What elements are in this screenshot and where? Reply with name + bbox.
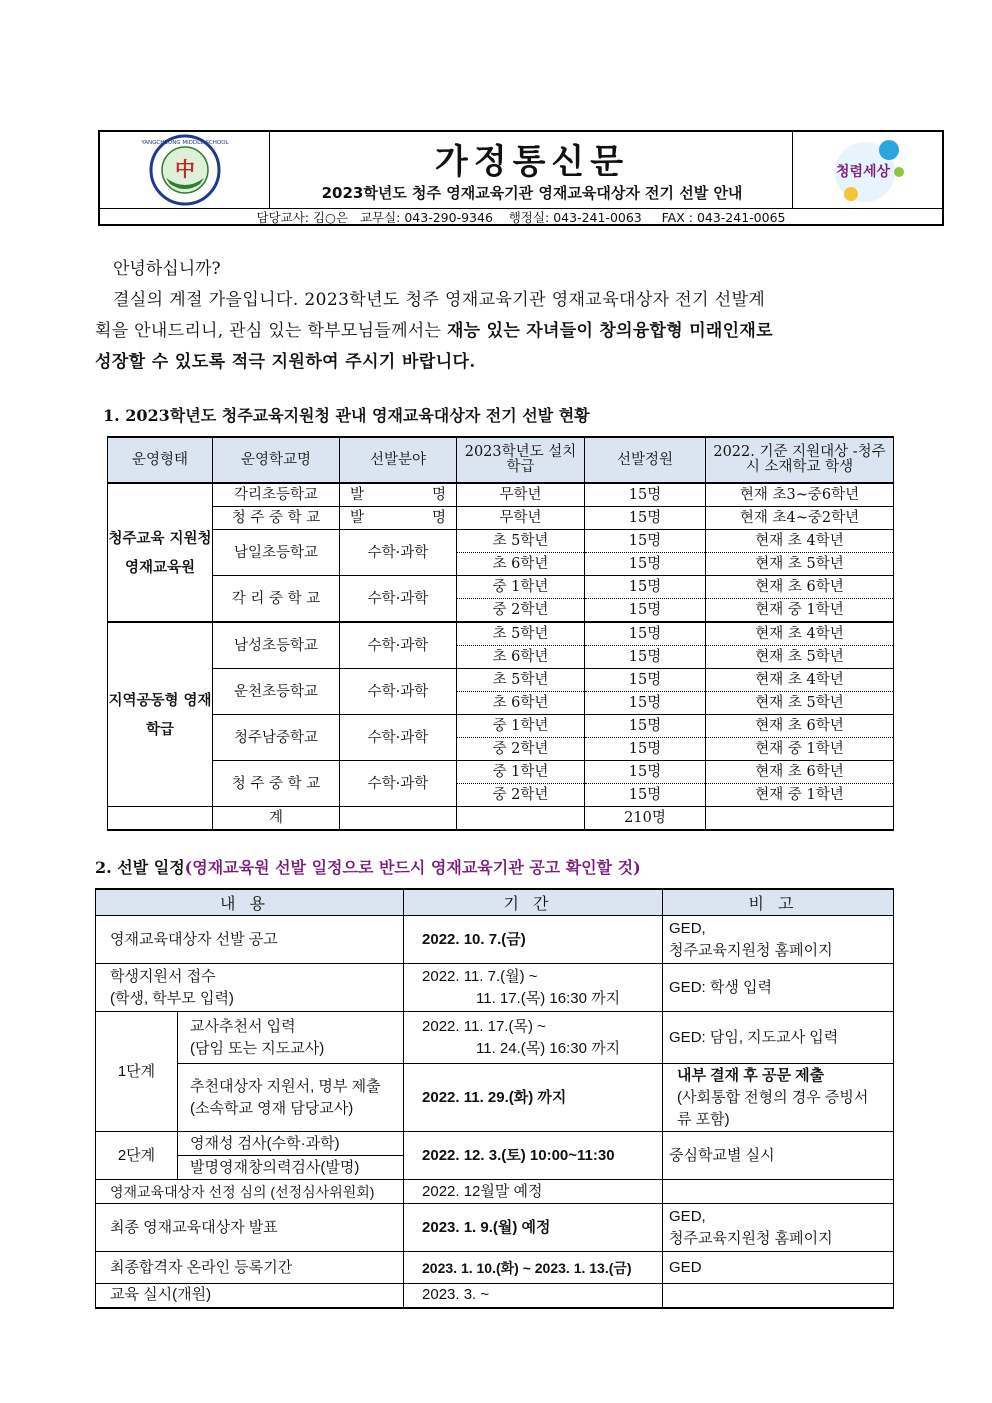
- target-cell: 현재 초 5학년: [706, 646, 894, 669]
- table-row: [108, 622, 894, 646]
- col-content: 내용: [96, 889, 404, 916]
- col-period: 기간: [404, 889, 663, 916]
- note-cell: 중심학교별 실시: [663, 1132, 894, 1180]
- period-cell: 2022. 12. 3.(토) 10:00~11:30: [404, 1132, 663, 1180]
- table-row: [96, 1252, 894, 1284]
- school-cell: 청주남중학교: [213, 715, 340, 761]
- col-operation-type: 운영형태: [108, 437, 213, 483]
- target-cell: 현재 중 1학년: [706, 738, 894, 761]
- grade-cell: 중 1학년: [457, 761, 585, 784]
- intro-line-2-plain: 획을 안내드리니, 관심 있는 학부모님들께서는: [95, 321, 447, 341]
- note-cell: GED: [663, 1252, 894, 1284]
- table-row: [108, 669, 894, 692]
- field-cell: 수학·과학: [340, 715, 457, 761]
- note-cell: [663, 1284, 894, 1308]
- content-line: (소속학교 영재 담당교사): [190, 1099, 354, 1117]
- table-row: [96, 964, 894, 1012]
- grade-cell: 초 5학년: [457, 622, 585, 646]
- note-line: 청주교육지원청 홈페이지: [669, 1229, 833, 1247]
- table-row: [96, 1204, 894, 1252]
- school-cell: 청 주 중 학 교: [213, 507, 340, 530]
- integrity-logo: [792, 132, 942, 208]
- target-cell: 현재 초 4학년: [706, 669, 894, 692]
- table-row: [96, 1284, 894, 1308]
- quota-cell: 15명: [585, 646, 706, 669]
- target-cell: 현재 초 6학년: [706, 576, 894, 599]
- empty-cell: [340, 807, 457, 831]
- target-cell: 현재 초4~중2학년: [706, 507, 894, 530]
- col-quota: 선발정원: [585, 437, 706, 483]
- quota-cell: 15명: [585, 692, 706, 715]
- table-row: [96, 1064, 894, 1132]
- intro-line-3: 성장할 수 있도록 적극 지원하여 주시기 바랍니다.: [95, 352, 476, 372]
- quota-cell: 15명: [585, 761, 706, 784]
- table-row: [108, 715, 894, 738]
- field-cell: 수학·과학: [340, 761, 457, 807]
- content-line: (학생, 학부모 입력): [110, 989, 234, 1007]
- target-cell: 현재 초 5학년: [706, 692, 894, 715]
- content-cell: [96, 964, 404, 1012]
- period-cell: 2022. 10. 7.(금): [404, 916, 663, 964]
- note-cell: [663, 1180, 894, 1204]
- table-row: [108, 576, 894, 599]
- note-line: GED,: [669, 919, 706, 937]
- content-cell: 영재성 검사(수학·과학): [178, 1132, 404, 1156]
- period-cell: 2022. 12월말 예정: [404, 1180, 663, 1204]
- col-note: 비고: [663, 889, 894, 916]
- school-cell: 각 리 중 학 교: [213, 576, 340, 623]
- quota-cell: 15명: [585, 669, 706, 692]
- empty-cell: [108, 807, 213, 831]
- content-cell: 최종합격자 온라인 등록기간: [96, 1252, 404, 1284]
- quota-cell: 15명: [585, 784, 706, 807]
- school-cell: 남일초등학교: [213, 530, 340, 576]
- period-cell: 2023. 1. 10.(화) ~ 2023. 1. 13.(금): [404, 1252, 663, 1284]
- table-row: [96, 1012, 894, 1064]
- col-field: 선발분야: [340, 437, 457, 483]
- quota-cell: 15명: [585, 530, 706, 553]
- section2-heading: [95, 855, 641, 878]
- table-row: [108, 483, 894, 507]
- target-cell: 현재 초 6학년: [706, 715, 894, 738]
- school-cell: 각리초등학교: [213, 483, 340, 507]
- intro-line-1: 결실의 계절 가을입니다. 2023학년도 청주 영재교육기관 영재교육대상자 전기 선발계: [113, 290, 766, 310]
- table-row: [108, 507, 894, 530]
- integrity-logo-text: 청렴세상: [835, 164, 891, 180]
- content-cell: 최종 영재교육대상자 발표: [96, 1204, 404, 1252]
- content-cell: 영재교육대상자 선발 공고: [96, 916, 404, 964]
- grade-cell: 중 2학년: [457, 738, 585, 761]
- total-value: 210명: [585, 807, 706, 831]
- period-cell: 2023. 3. ~: [404, 1284, 663, 1308]
- logo-char: 中: [175, 157, 195, 181]
- greeting: 안녕하십니까?: [113, 259, 221, 279]
- period-cell: [404, 1012, 663, 1064]
- stage-cell: 1단계: [96, 1012, 178, 1132]
- grade-cell: 중 2학년: [457, 784, 585, 807]
- grade-cell: 중 2학년: [457, 599, 585, 623]
- target-cell: 현재 초 4학년: [706, 530, 894, 553]
- period-cell: [404, 964, 663, 1012]
- content-cell: 영재교육대상자 선정 심의 (선정심사위원회): [96, 1180, 404, 1204]
- grade-cell: 초 6학년: [457, 692, 585, 715]
- intro-line-2: [95, 316, 900, 341]
- content-cell: [178, 1012, 404, 1064]
- note-line: 청주교육지원청 홈페이지: [669, 941, 833, 959]
- target-cell: 현재 중 1학년: [706, 599, 894, 623]
- content-line: 학생지원서 접수: [110, 967, 216, 985]
- field-cell: 수학·과학: [340, 622, 457, 669]
- grade-cell: 초 6학년: [457, 553, 585, 576]
- field-cell: 발 명: [340, 483, 457, 507]
- note-cell: [663, 916, 894, 964]
- period-line: 2022. 11. 7.(월) ~: [422, 967, 538, 985]
- selection-status-table: [107, 436, 894, 831]
- intro-line-2-bold: 재능 있는 자녀들이 창의융합형 미래인재로: [446, 321, 773, 341]
- period-line: 11. 24.(목) 16:30 까지: [476, 1039, 621, 1057]
- col-target: 2022. 기준 지원대상 -청주시 소재학교 학생: [706, 437, 894, 483]
- section1-heading: 1. 2023학년도 청주교육지원청 관내 영재교육대상자 전기 선발 현황: [103, 406, 590, 425]
- table-row: [96, 1132, 894, 1156]
- quota-cell: 15명: [585, 507, 706, 530]
- grade-cell: 초 5학년: [457, 669, 585, 692]
- quota-cell: 15명: [585, 622, 706, 646]
- field-cell: 수학·과학: [340, 530, 457, 576]
- period-cell: 2023. 1. 9.(월) 예정: [404, 1204, 663, 1252]
- col-class: 2023학년도 설치학급: [457, 437, 585, 483]
- school-cell: 청 주 중 학 교: [213, 761, 340, 807]
- quota-cell: 15명: [585, 738, 706, 761]
- page-subtitle: 2023학년도 청주 영재교육기관 영재교육대상자 전기 선발 안내: [321, 184, 743, 202]
- note-cell: GED: 담임, 지도교사 입력: [663, 1012, 894, 1064]
- content-cell: 발명영재창의력검사(발명): [178, 1156, 404, 1180]
- empty-cell: [706, 807, 894, 831]
- note-line: 류 포함): [677, 1110, 730, 1128]
- target-cell: 현재 초 6학년: [706, 761, 894, 784]
- section2-heading-note: (영재교육원 선발 일정으로 반드시 영재교육기관 공고 확인할 것): [184, 858, 641, 877]
- note-line: (사회통합 전형의 경우 증빙서: [677, 1088, 869, 1106]
- content-line: (담임 또는 지도교사): [190, 1039, 325, 1057]
- table-row: [108, 530, 894, 553]
- grade-cell: 무학년: [457, 483, 585, 507]
- school-logo: [100, 132, 270, 208]
- field-cell: 발 명: [340, 507, 457, 530]
- quota-cell: 15명: [585, 715, 706, 738]
- period-cell: 2022. 11. 29.(화) 까지: [404, 1064, 663, 1132]
- grade-cell: 초 6학년: [457, 646, 585, 669]
- field-cell: 수학·과학: [340, 576, 457, 623]
- col-school-name: 운영학교명: [213, 437, 340, 483]
- schedule-table: [95, 888, 894, 1309]
- page-title: 가정통신문: [434, 142, 630, 182]
- period-line: 11. 17.(목) 16:30 까지: [476, 989, 621, 1007]
- school-cell: 운천초등학교: [213, 669, 340, 715]
- target-cell: 현재 초3~중6학년: [706, 483, 894, 507]
- table-row: [108, 761, 894, 784]
- logo-ring-text: YANGCHEONG MIDDLE SCHOOL: [141, 140, 229, 146]
- table-row: [96, 1180, 894, 1204]
- group-cell: 청주교육 지원청 영재교육원: [108, 483, 213, 622]
- content-cell: [178, 1064, 404, 1132]
- note-line: GED,: [669, 1207, 706, 1225]
- contact-line: 담당교사: 김○은 교무실: 043-290-9346 행정실: 043-241-0063 FAX : 043-241-0065: [100, 208, 942, 225]
- school-cell: 남성초등학교: [213, 622, 340, 669]
- content-line: 교사추천서 입력: [190, 1017, 296, 1035]
- content-cell: 교육 실시(개원): [96, 1284, 404, 1308]
- header-box: [98, 130, 944, 226]
- target-cell: 현재 초 5학년: [706, 553, 894, 576]
- grade-cell: 중 1학년: [457, 576, 585, 599]
- note-cell: [663, 1064, 894, 1132]
- section2-heading-text: 2. 선발 일정: [95, 858, 185, 877]
- quota-cell: 15명: [585, 576, 706, 599]
- target-cell: 현재 초 4학년: [706, 622, 894, 646]
- group-cell: 지역공동형 영재학급: [108, 622, 213, 807]
- total-label: 계: [213, 807, 340, 831]
- grade-cell: 중 1학년: [457, 715, 585, 738]
- period-line: 2022. 11. 17.(목) ~: [422, 1017, 546, 1035]
- note-cell: [663, 1204, 894, 1252]
- content-line: 추천대상자 지원서, 명부 제출: [190, 1077, 381, 1095]
- note-line: 내부 결재 후 공문 제출: [677, 1066, 825, 1084]
- quota-cell: 15명: [585, 553, 706, 576]
- table-row: [96, 916, 894, 964]
- target-cell: 현재 중 1학년: [706, 784, 894, 807]
- field-cell: 수학·과학: [340, 669, 457, 715]
- grade-cell: 무학년: [457, 507, 585, 530]
- quota-cell: 15명: [585, 599, 706, 623]
- grade-cell: 초 5학년: [457, 530, 585, 553]
- empty-cell: [457, 807, 585, 831]
- total-row: [108, 807, 894, 831]
- quota-cell: 15명: [585, 483, 706, 507]
- note-cell: GED: 학생 입력: [663, 964, 894, 1012]
- stage-cell: 2단계: [96, 1132, 178, 1180]
